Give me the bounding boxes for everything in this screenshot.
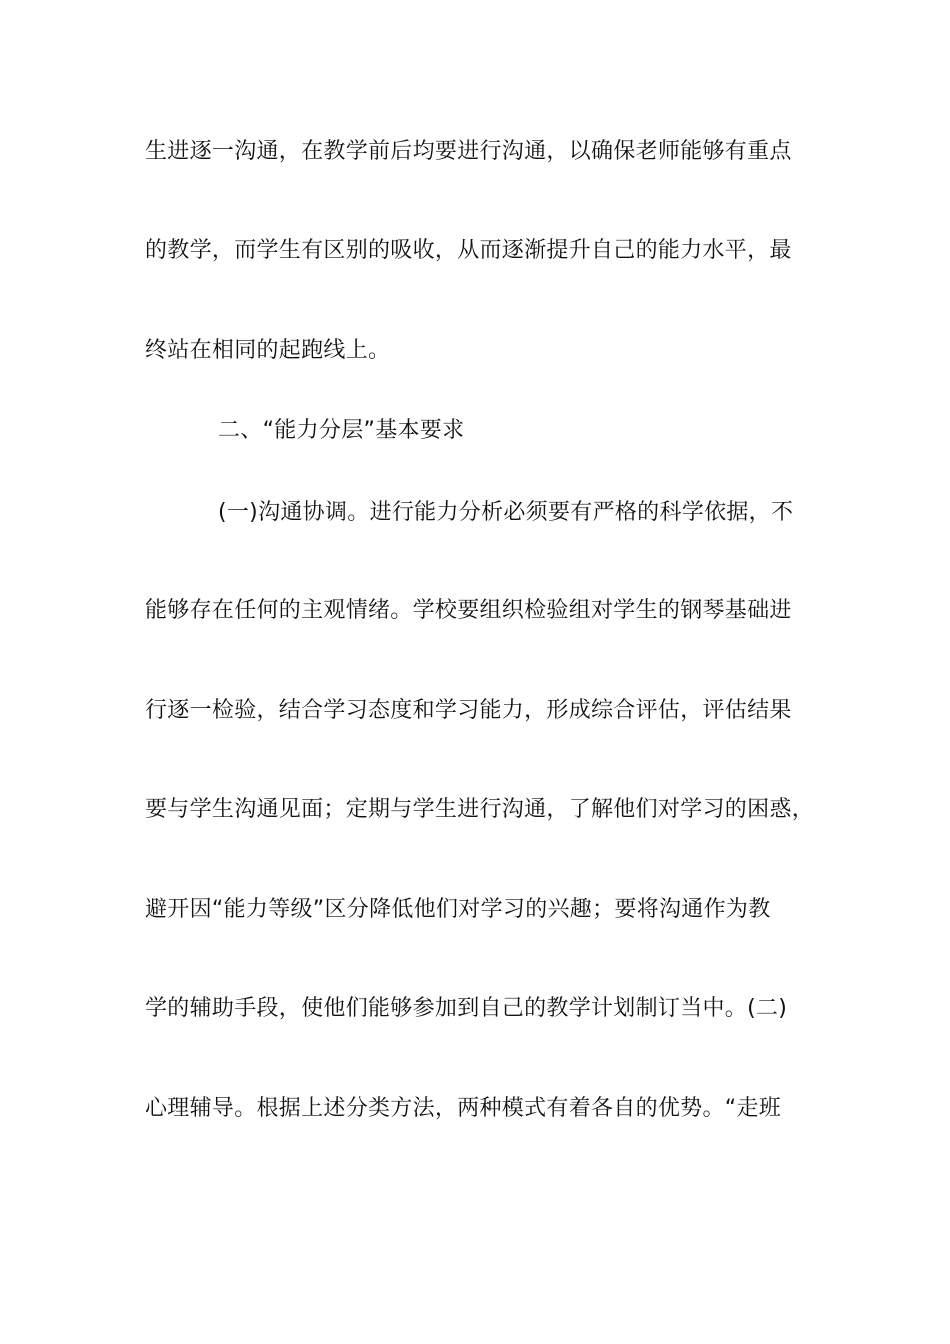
text-line: 要与学生沟通见面；定期与学生进行沟通，了解他们对学习的困惑， — [145, 797, 815, 822]
text-line: 能够存在任何的主观情绪。学校要组织检验组对学生的钢琴基础进 — [145, 598, 792, 623]
text-line: (一)沟通协调。进行能力分析必须要有严格的科学依据，不 — [218, 500, 794, 525]
text-line: 终站在相同的起跑线上。 — [145, 338, 391, 363]
text-line: 心理辅导。根据上述分类方法，两种模式有着各自的优势。“走班 — [145, 1096, 782, 1121]
section-heading: 二、“能力分层”基本要求 — [218, 418, 465, 443]
text-line: 行逐一检验，结合学习态度和学习能力，形成综合评估，评估结果 — [145, 698, 792, 723]
text-line: 避开因“能力等级”区分降低他们对学习的兴趣；要将沟通作为教 — [145, 897, 771, 922]
text-line: 的教学，而学生有区别的吸收，从而逐渐提升自己的能力水平，最 — [145, 238, 792, 263]
text-line: 生进逐一沟通，在教学前后均要进行沟通，以确保老师能够有重点 — [145, 139, 792, 164]
text-line: 学的辅助手段，使他们能够参加到自己的教学计划制订当中。(二) — [145, 996, 788, 1021]
